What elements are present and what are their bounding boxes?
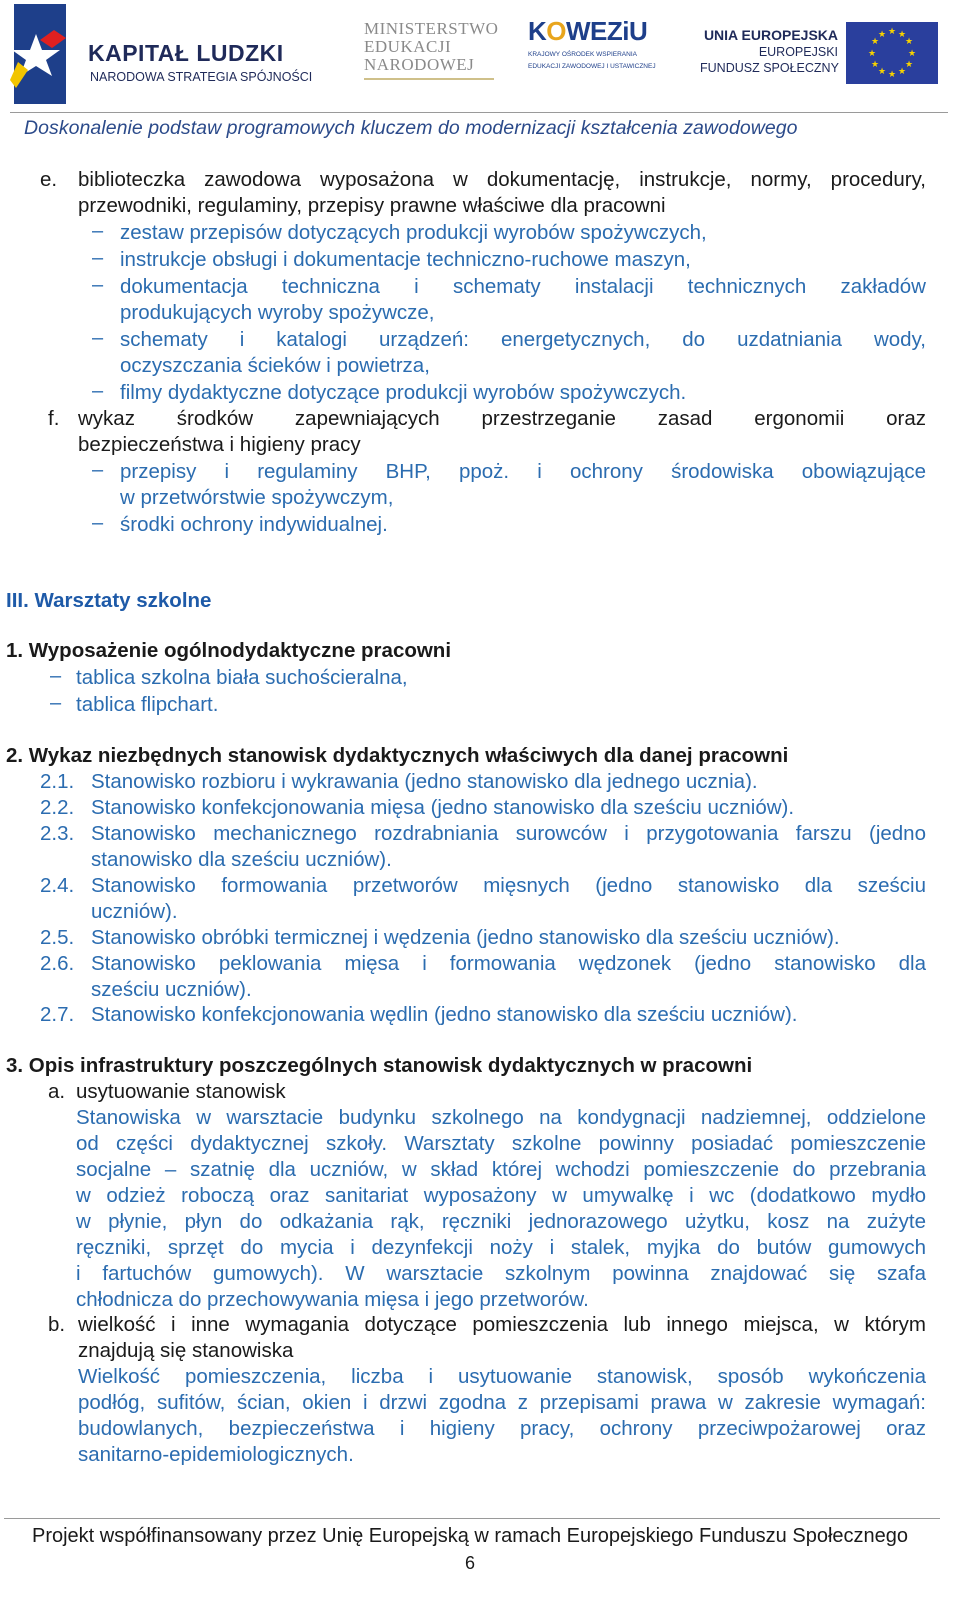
dash-bullet: – xyxy=(92,220,104,242)
dash-bullet: – xyxy=(92,327,104,349)
kapital-ludzki-subtitle: NARODOWA STRATEGIA SPÓJNOŚCI xyxy=(90,70,313,84)
svg-text:★: ★ xyxy=(897,67,907,77)
eu-line-3: FUNDUSZ SPOŁECZNY xyxy=(700,61,839,75)
svg-text:★: ★ xyxy=(897,30,907,40)
section-e-item-1: zestaw przepisów dotyczących produkcji wyrobów spożywczych, xyxy=(120,221,707,244)
section-f-item-2: środki ochrony indywidualnej. xyxy=(120,513,388,536)
section-f-marker: f. xyxy=(48,407,60,430)
kapital-ludzki-logo xyxy=(2,4,312,104)
s2-heading: 2. Wykaz niezbędnych stanowisk dydaktycznych właściwych dla danej pracowni xyxy=(6,744,789,767)
s2-item-4-line-1: Stanowisko formowania przetworów mięsnych (jedno stanowisko dla sześciu xyxy=(91,874,926,897)
s3-a-body-line-7: i fartuchów gumowych). W warsztacie szkolnym powinna znajdować się szafa xyxy=(76,1262,926,1285)
koweziu-rest: WEZiU xyxy=(566,16,648,46)
s2-item-5-text: Stanowisko obróbki termicznej i wędzenia (jedno stanowisko dla sześciu uczniów). xyxy=(91,926,840,949)
eu-line-1: UNIA EUROPEJSKA xyxy=(703,27,838,43)
section-f-item-1-line-2: w przetwórstwie spożywczym, xyxy=(120,486,394,509)
s3-a-marker: a. xyxy=(48,1080,66,1103)
section-e-item-4-line-1: schematy i katalogi urządzeń: energetycznych, do uzdatniania wody, xyxy=(120,328,926,351)
svg-text:★: ★ xyxy=(887,70,897,80)
svg-text:★: ★ xyxy=(904,37,914,47)
section-iii-heading: III. Warsztaty szkolne xyxy=(6,589,212,612)
eu-text xyxy=(700,26,838,76)
s2-item-2-text: Stanowisko konfekcjonowania mięsa (jedno stanowisko dla sześciu uczniów). xyxy=(91,796,795,819)
s2-item-3-num: 2.3. xyxy=(40,822,75,845)
s1-item-2: tablica flipchart. xyxy=(76,693,219,716)
section-e-item-5: filmy dydaktyczne dotyczące produkcji wyrobów spożywczych. xyxy=(120,381,687,404)
section-e-line-2: przewodniki, regulaminy, przepisy prawne właściwe dla pracowni xyxy=(78,194,666,217)
s3-a-body-line-1: Stanowiska w warsztacie budynku szkolnego na kondygnacji nadziemnej, oddzielone xyxy=(76,1106,926,1129)
section-f-line-2: bezpieczeństwa i higieny pracy xyxy=(78,433,361,456)
s3-a-body-line-4: w odzież roboczą oraz sanitariat wyposażony w umywalkę i wc (dodatkowo mydło xyxy=(76,1184,926,1207)
s2-item-6-line-1: Stanowisko peklowania mięsa i formowania wędzonek (jedno stanowisko dla xyxy=(91,952,926,975)
s3-a-body-line-8: chłodnicza do przechowywania mięsa i jego przetworów. xyxy=(76,1288,589,1311)
s1-heading: 1. Wyposażenie ogólnodydaktyczne pracowni xyxy=(6,639,452,662)
svg-text:★: ★ xyxy=(907,49,917,59)
s3-b-body-line-3: budowlanych, bezpieczeństwa i higieny pracy, ochrony przeciwpożarowej oraz xyxy=(78,1417,926,1440)
section-e-item-4-line-2: oczyszczania ścieków i powietrza, xyxy=(120,354,430,377)
section-f-line-1: wykaz środków zapewniających przestrzeganie zasad ergonomii oraz xyxy=(78,407,926,430)
s3-b-title-line-1: wielkość i inne wymagania dotyczące pomieszczenia lub innego miejsca, w którym xyxy=(78,1313,926,1336)
eu-line-2: EUROPEJSKI xyxy=(758,45,838,59)
s3-a-body-line-3: socjalne – szatnię dla uczniów, w skład której wchodzi pomieszczenie do przebrania xyxy=(76,1158,926,1181)
ministry-underline xyxy=(364,78,494,80)
section-f-item-1-line-1: przepisy i regulaminy BHP, ppoż. i ochrony środowiska obowiązujące xyxy=(120,460,926,483)
koweziu-sub-1: KRAJOWY OŚRODEK WSPIERANIA xyxy=(528,51,637,58)
koweziu-k: K xyxy=(528,16,547,46)
ministry-line-2: EDUKACJI xyxy=(364,37,452,56)
koweziu-o: O xyxy=(546,16,567,46)
s1-item-1: tablica szkolna biała suchościeralna, xyxy=(76,666,408,689)
s3-a-body-line-6: ręczniki, sprzęt do mycia i dezynfekcji noży i stalek, myjka do butów gumowych xyxy=(76,1236,926,1259)
s2-item-4-num: 2.4. xyxy=(40,874,75,897)
s2-item-5-num: 2.5. xyxy=(40,926,75,949)
eu-flag-icon xyxy=(846,22,938,84)
dash-bullet: – xyxy=(92,512,104,534)
s2-item-6-num: 2.6. xyxy=(40,952,75,975)
dash-bullet: – xyxy=(50,692,62,714)
ministry-logo xyxy=(364,20,514,84)
s3-a-body-line-5: w płynie, płyn do odkażania rąk, ręczniki jednorazowego użytku, kosz na zużyte xyxy=(76,1210,926,1233)
dash-bullet: – xyxy=(92,274,104,296)
section-e-item-2: instrukcje obsługi i dokumentacje techniczno-ruchowe maszyn, xyxy=(120,248,691,271)
section-e-line-1: biblioteczka zawodowa wyposażona w dokumentację, instrukcje, normy, procedury, xyxy=(78,168,926,191)
footer-text: Projekt współfinansowany przez Unię Europejską w ramach Europejskiego Funduszu Społecznego xyxy=(31,1525,909,1547)
page-number: 6 xyxy=(464,1553,475,1573)
header-divider xyxy=(10,112,948,113)
kapital-ludzki-title: KAPITAŁ LUDZKI xyxy=(88,40,284,66)
koweziu-sub-2: EDUKACJI ZAWODOWEJ I USTAWICZNEJ xyxy=(528,63,656,70)
section-e-item-3-line-1: dokumentacja techniczna i schematy instalacji technicznych zakładów xyxy=(120,275,926,298)
dash-bullet: – xyxy=(50,665,62,687)
svg-text:★: ★ xyxy=(870,60,880,70)
svg-text:★: ★ xyxy=(877,30,887,40)
footer-divider xyxy=(4,1518,940,1519)
s2-item-3-line-1: Stanowisko mechanicznego rozdrabniania surowców i przygotowania farszu (jedno xyxy=(91,822,926,845)
section-e-item-3-line-2: produkujących wyroby spożywcze, xyxy=(120,301,435,324)
s2-item-3-line-2: stanowisko dla sześciu uczniów). xyxy=(91,848,392,871)
ministry-line-3: NARODOWEJ xyxy=(364,55,475,74)
s2-item-7-num: 2.7. xyxy=(40,1003,75,1026)
s3-b-title-line-2: znajdują się stanowiska xyxy=(78,1339,294,1362)
s3-b-body-line-1: Wielkość pomieszczenia, liczba i usytuowanie stanowisk, sposób wykończenia xyxy=(78,1365,926,1388)
svg-text:★: ★ xyxy=(887,27,897,37)
s3-b-body-line-2: podłóg, sufitów, ścian, okien i drzwi zgodna z przepisami prawa w zakresie wymagań: xyxy=(78,1391,926,1414)
s3-a-body-line-2: od części dydaktycznej szkoły. Warsztaty szkolne powinny posiadać pomieszczenie xyxy=(76,1132,926,1155)
s2-item-2-num: 2.2. xyxy=(40,796,75,819)
dash-bullet: – xyxy=(92,459,104,481)
s3-a-title: usytuowanie stanowisk xyxy=(76,1080,286,1103)
koweziu-wordmark xyxy=(528,16,648,47)
s2-item-6-line-2: sześciu uczniów). xyxy=(91,978,252,1001)
running-title: Doskonalenie podstaw programowych kluczem do modernizacji kształcenia zawodowego xyxy=(24,117,798,139)
s3-heading: 3. Opis infrastruktury poszczególnych stanowisk dydaktycznych w pracowni xyxy=(6,1054,753,1077)
s2-item-1-text: Stanowisko rozbioru i wykrawania (jedno stanowisko dla jednego ucznia). xyxy=(91,770,758,793)
s2-item-4-line-2: uczniów). xyxy=(91,900,178,923)
s3-b-marker: b. xyxy=(48,1313,66,1336)
section-e-marker: e. xyxy=(40,168,58,191)
kapital-ludzki-star-icon xyxy=(6,4,70,104)
svg-text:★: ★ xyxy=(867,49,877,59)
header-logos xyxy=(0,0,960,112)
s2-item-1-num: 2.1. xyxy=(40,770,75,793)
svg-text:★: ★ xyxy=(870,37,880,47)
dash-bullet: – xyxy=(92,247,104,269)
eu-logo xyxy=(700,22,940,84)
svg-text:★: ★ xyxy=(877,67,887,77)
s3-b-body-line-4: sanitarno-epidemiologicznych. xyxy=(78,1443,354,1466)
koweziu-logo xyxy=(528,16,656,86)
ministry-line-1: MINISTERSTWO xyxy=(364,19,499,38)
s2-item-7-text: Stanowisko konfekcjonowania wędlin (jedno stanowisko dla sześciu uczniów). xyxy=(91,1003,798,1026)
dash-bullet: – xyxy=(92,380,104,402)
svg-text:★: ★ xyxy=(904,60,914,70)
